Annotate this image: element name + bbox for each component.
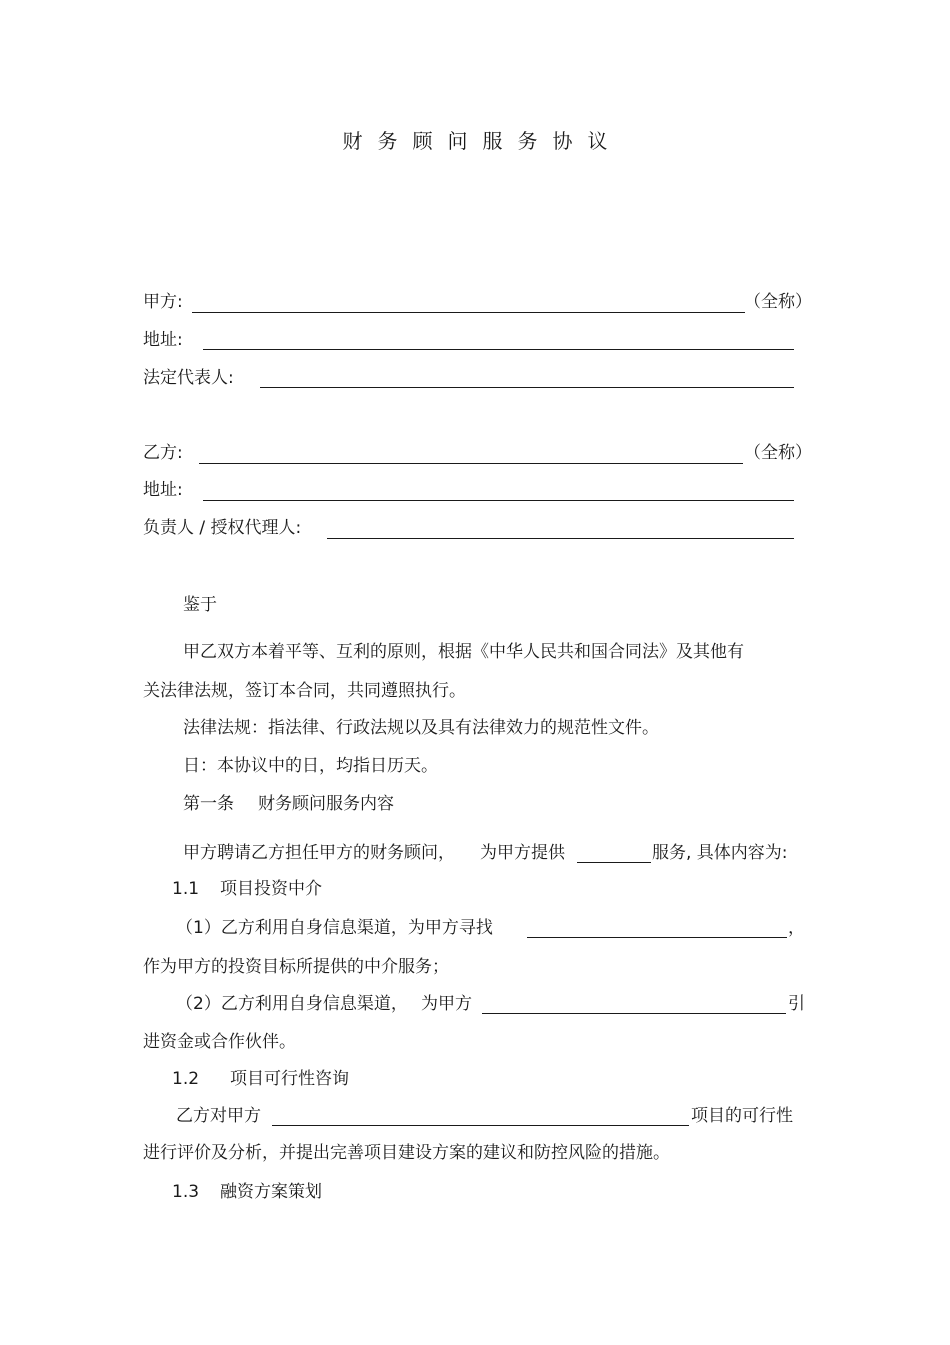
feasibility-blank: [272, 1125, 689, 1126]
item-1-text: （1）乙方利用自身信息渠道，为甲方寻找: [176, 918, 493, 938]
engage-text-2: 为甲方提供: [480, 843, 565, 863]
item-2-text-1: （2）乙方利用自身信息渠道，: [176, 994, 408, 1014]
section-1-3-heading: 融资方案策划: [220, 1182, 322, 1202]
section-1-2-heading: 项目可行性咨询: [230, 1069, 349, 1089]
party-a-rep-label: 法定代表人:: [143, 368, 234, 388]
section-1-3-number: 1.3: [172, 1182, 200, 1202]
item-1-line-2: 作为甲方的投资目标所提供的中介服务；: [143, 957, 449, 977]
engage-text-3: 服务, 具体内容为:: [652, 843, 788, 863]
engage-text-1: 甲方聘请乙方担任甲方的财务顾问，: [183, 843, 455, 863]
article-1-heading: 财务顾问服务内容: [258, 794, 394, 814]
item-2-tail: 引: [788, 994, 805, 1014]
party-a-rep-blank: [260, 387, 794, 388]
intro-line-2: 关法律法规，签订本合同，共同遵照执行。: [143, 681, 466, 701]
party-b-suffix: （全称）: [744, 443, 812, 463]
section-1-1-number: 1.1: [172, 879, 200, 899]
definition-day: 日：本协议中的日，均指日历天。: [183, 756, 438, 776]
party-b-address-label: 地址:: [143, 480, 183, 500]
item-2-blank: [482, 1013, 786, 1014]
party-a-label: 甲方:: [143, 292, 183, 312]
party-a-address-blank: [203, 349, 794, 350]
party-b-address-blank: [203, 500, 794, 501]
feasibility-line-2: 进行评价及分析，并提出完善项目建设方案的建议和防控风险的措施。: [143, 1143, 670, 1163]
section-1-1-heading: 项目投资中介: [220, 879, 322, 899]
whereas-heading: 鉴于: [183, 595, 217, 615]
party-b-name-blank: [199, 463, 743, 464]
article-1-number: 第一条: [183, 794, 234, 814]
service-blank: [577, 862, 651, 863]
feasibility-text: 乙方对甲方: [176, 1106, 261, 1126]
document-title: 财务顾问服务协议: [342, 129, 623, 153]
definition-law: 法律法规：指法律、行政法规以及具有法律效力的规范性文件。: [183, 718, 659, 738]
intro-line-1: 甲乙双方本着平等、互利的原则，根据《中华人民共和国合同法》及其他有: [183, 642, 744, 662]
party-a-name-blank: [192, 312, 745, 313]
party-b-label: 乙方:: [143, 443, 183, 463]
item-1-tail: ，: [788, 918, 805, 938]
party-b-rep-blank: [327, 538, 794, 539]
feasibility-tail: 项目的可行性: [691, 1106, 793, 1126]
item-2-line-2: 进资金或合作伙伴。: [143, 1032, 296, 1052]
party-a-suffix: （全称）: [744, 292, 812, 312]
party-a-address-label: 地址:: [143, 330, 183, 350]
section-1-2-number: 1.2: [172, 1069, 200, 1089]
party-b-rep-label: 负责人 / 授权代理人:: [143, 518, 302, 538]
item-1-blank: [527, 937, 787, 938]
item-2-text-2: 为甲方: [421, 994, 472, 1014]
